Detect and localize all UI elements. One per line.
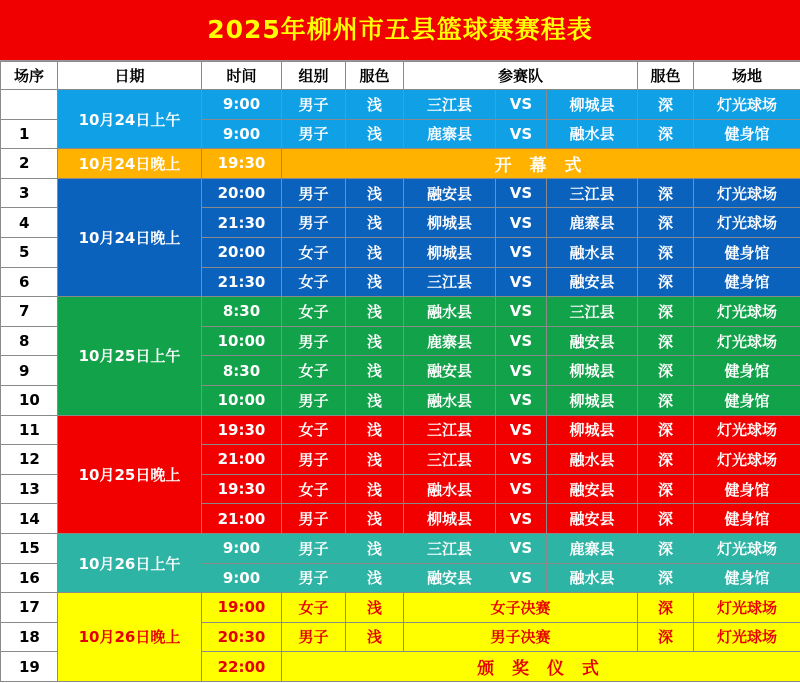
team-a-cell: 融安县	[404, 563, 496, 593]
row-no: 5	[1, 237, 58, 267]
team-b-cell: 融安县	[547, 504, 638, 534]
vs-cell: VS	[496, 356, 547, 386]
team-b-cell: 鹿寨县	[547, 533, 638, 563]
venue-cell: 健身馆	[694, 119, 800, 149]
jersey-dark-cell: 深	[638, 533, 694, 563]
vs-cell: VS	[496, 504, 547, 534]
jersey-light-cell: 浅	[346, 297, 404, 327]
jersey-light-cell: 浅	[346, 119, 404, 149]
team-b-cell: 柳城县	[547, 90, 638, 120]
time-cell: 9:00	[202, 119, 282, 149]
time-cell: 9:00	[202, 563, 282, 593]
group-cell: 男子	[282, 533, 346, 563]
team-a-cell: 柳城县	[404, 208, 496, 238]
vs-cell: VS	[496, 385, 547, 415]
row-no: 3	[1, 178, 58, 208]
jersey-light-cell: 浅	[346, 563, 404, 593]
jersey-light-cell: 浅	[346, 356, 404, 386]
opening-ceremony-cell: 开 幕 式	[282, 149, 800, 179]
header-no: 场序	[1, 62, 58, 90]
vs-cell: VS	[496, 474, 547, 504]
venue-cell: 健身馆	[694, 474, 800, 504]
jersey-dark-cell: 深	[638, 563, 694, 593]
vs-cell: VS	[496, 563, 547, 593]
header-group: 组别	[282, 62, 346, 90]
group-cell: 男子	[282, 326, 346, 356]
venue-cell: 健身馆	[694, 385, 800, 415]
team-b-cell: 柳城县	[547, 415, 638, 445]
jersey-light-cell: 浅	[346, 90, 404, 120]
jersey-light-cell: 浅	[346, 267, 404, 297]
group-cell: 女子	[282, 237, 346, 267]
jersey-dark-cell: 深	[638, 208, 694, 238]
jersey-dark-cell: 深	[638, 593, 694, 623]
jersey-dark-cell: 深	[638, 297, 694, 327]
team-a-cell: 鹿寨县	[404, 119, 496, 149]
team-b-cell: 融水县	[547, 119, 638, 149]
header-teams: 参赛队	[404, 62, 638, 90]
jersey-light-cell: 浅	[346, 415, 404, 445]
vs-cell: VS	[496, 297, 547, 327]
row-no	[1, 90, 58, 120]
jersey-light-cell: 浅	[346, 237, 404, 267]
team-b-cell: 融安县	[547, 326, 638, 356]
jersey-light-cell: 浅	[346, 178, 404, 208]
row-no: 8	[1, 326, 58, 356]
jersey-light-cell: 浅	[346, 504, 404, 534]
team-b-cell: 融水县	[547, 237, 638, 267]
venue-cell: 灯光球场	[694, 90, 800, 120]
vs-cell: VS	[496, 326, 547, 356]
team-b-cell: 柳城县	[547, 356, 638, 386]
venue-cell: 灯光球场	[694, 445, 800, 475]
time-cell: 19:00	[202, 593, 282, 623]
date-cell: 10月25日上午	[58, 297, 202, 415]
time-cell: 9:00	[202, 90, 282, 120]
time-cell: 21:00	[202, 445, 282, 475]
womens-final-cell: 女子决赛	[404, 593, 638, 623]
time-cell: 20:00	[202, 178, 282, 208]
group-cell: 男子	[282, 445, 346, 475]
group-cell: 男子	[282, 178, 346, 208]
time-cell: 10:00	[202, 385, 282, 415]
time-cell: 22:00	[202, 652, 282, 682]
header-venue: 场地	[694, 62, 800, 90]
team-b-cell: 融安县	[547, 267, 638, 297]
header-date: 日期	[58, 62, 202, 90]
date-cell: 10月24日上午	[58, 90, 202, 149]
row-no: 4	[1, 208, 58, 238]
venue-cell: 灯光球场	[694, 178, 800, 208]
time-cell: 19:30	[202, 149, 282, 179]
team-a-cell: 三江县	[404, 90, 496, 120]
jersey-light-cell: 浅	[346, 385, 404, 415]
date-cell: 10月25日晚上	[58, 415, 202, 533]
row-no: 19	[1, 652, 58, 682]
group-cell: 男子	[282, 622, 346, 652]
team-a-cell: 柳城县	[404, 237, 496, 267]
time-cell: 21:30	[202, 267, 282, 297]
jersey-dark-cell: 深	[638, 326, 694, 356]
team-a-cell: 三江县	[404, 415, 496, 445]
date-cell: 10月26日晚上	[58, 593, 202, 682]
time-cell: 8:30	[202, 297, 282, 327]
vs-cell: VS	[496, 237, 547, 267]
team-a-cell: 三江县	[404, 267, 496, 297]
jersey-dark-cell: 深	[638, 267, 694, 297]
schedule-table	[0, 61, 800, 682]
venue-cell: 健身馆	[694, 563, 800, 593]
time-cell: 8:30	[202, 356, 282, 386]
team-b-cell: 融水县	[547, 445, 638, 475]
team-a-cell: 三江县	[404, 533, 496, 563]
page-title: 2025年柳州市五县篮球赛赛程表	[0, 0, 800, 61]
row-no: 13	[1, 474, 58, 504]
jersey-light-cell: 浅	[346, 474, 404, 504]
venue-cell: 灯光球场	[694, 208, 800, 238]
time-cell: 19:30	[202, 474, 282, 504]
group-cell: 女子	[282, 415, 346, 445]
venue-cell: 健身馆	[694, 267, 800, 297]
row-no: 18	[1, 622, 58, 652]
team-a-cell: 融水县	[404, 385, 496, 415]
row-no: 7	[1, 297, 58, 327]
jersey-dark-cell: 深	[638, 504, 694, 534]
time-cell: 20:30	[202, 622, 282, 652]
group-cell: 男子	[282, 119, 346, 149]
table-row	[1, 149, 800, 179]
table-row	[1, 297, 800, 327]
group-cell: 男子	[282, 385, 346, 415]
jersey-dark-cell: 深	[638, 90, 694, 120]
jersey-light-cell: 浅	[346, 593, 404, 623]
row-no: 1	[1, 119, 58, 149]
jersey-dark-cell: 深	[638, 415, 694, 445]
vs-cell: VS	[496, 119, 547, 149]
time-cell: 9:00	[202, 533, 282, 563]
header-time: 时间	[202, 62, 282, 90]
time-cell: 20:00	[202, 237, 282, 267]
header-jersey-light: 服色	[346, 62, 404, 90]
jersey-dark-cell: 深	[638, 622, 694, 652]
header-row	[1, 62, 800, 90]
vs-cell: VS	[496, 415, 547, 445]
jersey-dark-cell: 深	[638, 356, 694, 386]
jersey-dark-cell: 深	[638, 237, 694, 267]
team-a-cell: 融水县	[404, 474, 496, 504]
group-cell: 女子	[282, 356, 346, 386]
venue-cell: 灯光球场	[694, 326, 800, 356]
venue-cell: 灯光球场	[694, 297, 800, 327]
jersey-light-cell: 浅	[346, 622, 404, 652]
group-cell: 女子	[282, 474, 346, 504]
time-cell: 21:30	[202, 208, 282, 238]
row-no: 16	[1, 563, 58, 593]
team-a-cell: 柳城县	[404, 504, 496, 534]
row-no: 15	[1, 533, 58, 563]
team-b-cell: 三江县	[547, 178, 638, 208]
time-cell: 10:00	[202, 326, 282, 356]
date-cell: 10月24日晚上	[58, 149, 202, 179]
vs-cell: VS	[496, 90, 547, 120]
venue-cell: 灯光球场	[694, 622, 800, 652]
mens-final-cell: 男子决赛	[404, 622, 638, 652]
vs-cell: VS	[496, 178, 547, 208]
jersey-dark-cell: 深	[638, 119, 694, 149]
time-cell: 21:00	[202, 504, 282, 534]
date-cell: 10月24日晚上	[58, 178, 202, 296]
jersey-dark-cell: 深	[638, 178, 694, 208]
jersey-dark-cell: 深	[638, 385, 694, 415]
table-row	[1, 593, 800, 623]
jersey-dark-cell: 深	[638, 445, 694, 475]
team-b-cell: 融安县	[547, 474, 638, 504]
row-no: 12	[1, 445, 58, 475]
team-b-cell: 鹿寨县	[547, 208, 638, 238]
group-cell: 女子	[282, 593, 346, 623]
table-row	[1, 178, 800, 208]
table-row	[1, 533, 800, 563]
jersey-light-cell: 浅	[346, 445, 404, 475]
group-cell: 男子	[282, 563, 346, 593]
group-cell: 女子	[282, 297, 346, 327]
group-cell: 男子	[282, 90, 346, 120]
table-row	[1, 415, 800, 445]
team-a-cell: 融安县	[404, 178, 496, 208]
team-b-cell: 融水县	[547, 563, 638, 593]
vs-cell: VS	[496, 533, 547, 563]
venue-cell: 健身馆	[694, 237, 800, 267]
team-a-cell: 三江县	[404, 445, 496, 475]
venue-cell: 灯光球场	[694, 415, 800, 445]
team-a-cell: 鹿寨县	[404, 326, 496, 356]
award-ceremony-cell: 颁 奖 仪 式	[282, 652, 800, 682]
group-cell: 男子	[282, 208, 346, 238]
venue-cell: 灯光球场	[694, 533, 800, 563]
jersey-dark-cell: 深	[638, 474, 694, 504]
venue-cell: 健身馆	[694, 356, 800, 386]
time-cell: 19:30	[202, 415, 282, 445]
vs-cell: VS	[496, 445, 547, 475]
team-a-cell: 融安县	[404, 356, 496, 386]
team-b-cell: 三江县	[547, 297, 638, 327]
row-no: 10	[1, 385, 58, 415]
row-no: 2	[1, 149, 58, 179]
vs-cell: VS	[496, 267, 547, 297]
row-no: 9	[1, 356, 58, 386]
row-no: 17	[1, 593, 58, 623]
jersey-light-cell: 浅	[346, 208, 404, 238]
header-jersey-dark: 服色	[638, 62, 694, 90]
team-b-cell: 柳城县	[547, 385, 638, 415]
date-cell: 10月26日上午	[58, 533, 202, 592]
group-cell: 男子	[282, 504, 346, 534]
table-row	[1, 90, 800, 120]
row-no: 11	[1, 415, 58, 445]
row-no: 6	[1, 267, 58, 297]
vs-cell: VS	[496, 208, 547, 238]
team-a-cell: 融水县	[404, 297, 496, 327]
jersey-light-cell: 浅	[346, 326, 404, 356]
group-cell: 女子	[282, 267, 346, 297]
row-no: 14	[1, 504, 58, 534]
venue-cell: 灯光球场	[694, 593, 800, 623]
venue-cell: 健身馆	[694, 504, 800, 534]
jersey-light-cell: 浅	[346, 533, 404, 563]
